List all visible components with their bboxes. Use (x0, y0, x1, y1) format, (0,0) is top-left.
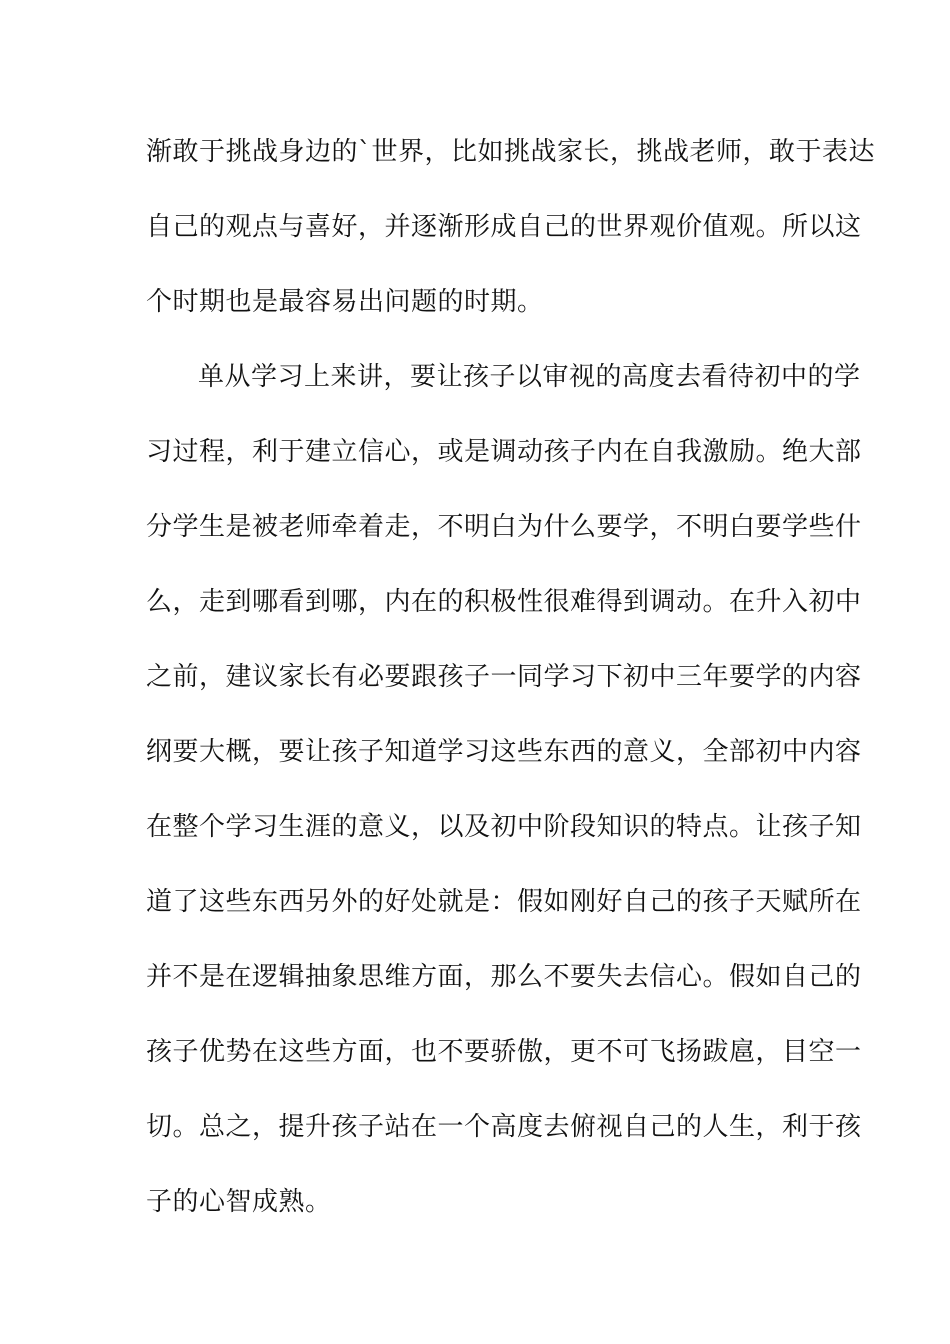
text-line: 渐敢于挑战身边的`世界，比如挑战家长，挑战老师，敢于表达 (146, 137, 876, 167)
text-line: 孩子优势在这些方面，也不要骄傲，更不可飞扬跋扈，目空一 (146, 1037, 862, 1067)
text-line: 切。总之，提升孩子站在一个高度去俯视自己的人生，利于孩 (146, 1112, 862, 1142)
text-line: 自己的观点与喜好，并逐渐形成自己的世界观价值观。所以这 (146, 212, 862, 242)
paragraph-first-line: 单从学习上来讲，要让孩子以审视的高度去看待初中的学 (198, 362, 861, 392)
text-line: 并不是在逻辑抽象思维方面，那么不要失去信心。假如自己的 (146, 962, 862, 992)
text-line: 么，走到哪看到哪，内在的积极性很难得到调动。在升入初中 (146, 587, 862, 617)
text-line: 纲要大概，要让孩子知道学习这些东西的意义，全部初中内容 (146, 737, 862, 767)
text-line: 个时期也是最容易出问题的时期。 (146, 287, 544, 317)
text-line: 习过程，利于建立信心，或是调动孩子内在自我激励。绝大部 (146, 437, 862, 467)
text-line: 道了这些东西另外的好处就是：假如刚好自己的孩子天赋所在 (146, 887, 862, 917)
text-line: 之前，建议家长有必要跟孩子一同学习下初中三年要学的内容 (146, 662, 862, 692)
text-line: 在整个学习生涯的意义，以及初中阶段知识的特点。让孩子知 (146, 812, 862, 842)
text-line: 分学生是被老师牵着走，不明白为什么要学，不明白要学些什 (146, 512, 862, 542)
text-line: 子的心智成熟。 (146, 1187, 332, 1217)
